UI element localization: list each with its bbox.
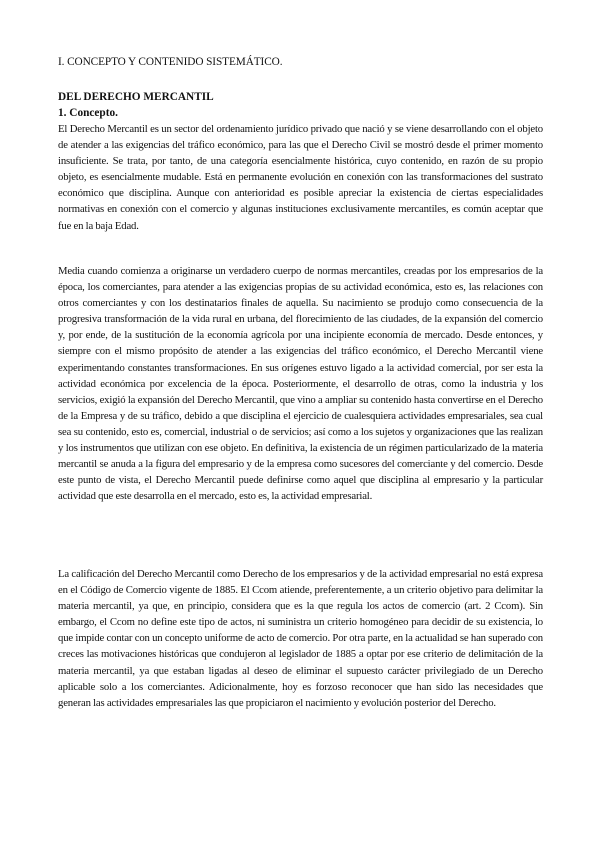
chapter-title: I. CONCEPTO Y CONTENIDO SISTEMÁTICO.	[58, 56, 283, 68]
paragraph: La calificación del Derecho Mercantil como Derecho de los empresarios y de la actividad empresarial no está expresa en el Código de Comercio vigente de 1885. El Ccom atiende, preferentemente, a un criterio objetivo para delimitar la materia mercantil, ya que, en principio, considera que es la que regula los actos de comercio (art. 2 Ccom). Sin embargo, el Ccom no define este tipo de actos, ni suministra un criterio homogéneo para decidir de su existencia, lo que impide contar con un concepto uniforme de acto de comercio. Por otra parte, en la actualidad se han superado con creces las motivaciones históricas que condujeron al legislador de 1885 a optar por ese criterio de delimitación de la materia mercantil, ya que estaban ligadas al deseo de eliminar el supuesto carácter privilegiado de un Derecho aplicable solo a los comerciantes. Adicionalmente, hoy es forzoso reconocer que han sido las necesidades que generan las actividades empresariales las que propiciaron el nacimiento y evolución posterior del Derecho.	[58, 568, 543, 709]
subsection-title: 1. Concepto.	[58, 107, 118, 119]
section-title: DEL DERECHO MERCANTIL	[58, 91, 214, 103]
paragraph: El Derecho Mercantil es un sector del ordenamiento jurídico privado que nació y se viene desarrollando con el objeto de atender a las exigencias del tráfico económico, para las que el Derecho Civil se mostró desde el primer momento insuficiente. Se trata, por tanto, de una categoría esencialmente histórica, cuyo contenido, en razón de su propio objeto, es esencialmente mudable. Está en permanente evolución en conexión con las transformaciones del sustrato económico que disciplina. Aunque con anterioridad es posible apreciar la existencia de ciertas especialidades normativas en conexión con el comercio y algunas instituciones exclusivamente mercantiles, es común aceptar que fue en la baja Edad.	[58, 123, 543, 232]
paragraph: Media cuando comienza a originarse un verdadero cuerpo de normas mercantiles, creadas por los empresarios de la época, los comerciantes, para atender a las exigencias propias de su actividad económica, esto es, las relaciones con otros comerciantes y con los destinatarios finales de aquella. Su nacimiento se produjo como consecuencia de la progresiva transformación de la vida rural en urbana, del florecimiento de las ciudades, de la expansión del comercio y, por ende, de la sustitución de la economía agrícola por una incipiente economía de mercado. Desde entonces, y siempre con el mismo propósito de atender a las exigencias del tráfico económico, el Derecho Mercantil viene experimentando constantes transformaciones. En sus orígenes estuvo ligado a la actividad comercial, por ser esta la actividad económica por excelencia de la época. Posteriormente, el desarrollo de otras, como la industria y los servicios, exigió la expansión del Derecho Mercantil, que vino a ampliar su contenido hasta convertirse en el Derecho de la Empresa y de su tráfico, debido a que disciplina el ejercicio de cualesquiera actividades empresariales, sea cual sea su contenido, esto es, comercial, industrial o de servicios; así como a los sujetos y organizaciones que las realizan y los instrumentos que utilizan con ese objeto. En definitiva, la existencia de un régimen particularizado de la materia mercantil se anuda a la figura del empresario y de la empresa como sucesores del comerciante y del comercio. Desde este punto de vista, el Derecho Mercantil puede definirse como aquel que disciplina al empresario y la particular actividad que este desarrolla en el mercado, esto es, la actividad empresarial.	[58, 265, 543, 503]
